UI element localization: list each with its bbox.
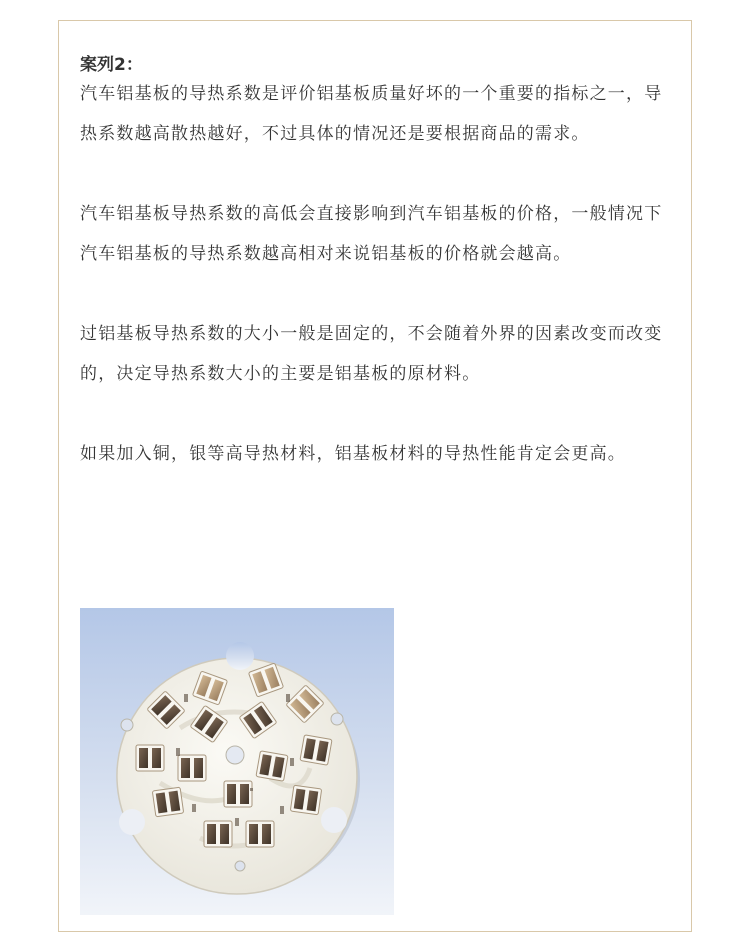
- pcb-illustration: [80, 608, 394, 915]
- article-content: [80, 50, 680, 514]
- paragraph-1: 汽车铝基板的导热系数是评价铝基板质量好坏的一个重要的指标之一，导热系数越高散热越好，不过具体的情况还是要根据商品的需求。: [80, 84, 663, 144]
- paragraph-3: 过铝基板导热系数的大小一般是固定的，不会随着外界的因素改变而改变的，决定导热系数大小的主要是铝基板的原材料。: [80, 324, 663, 384]
- case-title: 案列2：: [80, 55, 143, 75]
- paragraph-2: 汽车铝基板导热系数的高低会直接影响到汽车铝基板的价格，一般情况下汽车铝基板的导热系数越高相对来说铝基板的价格就会越高。: [80, 204, 663, 264]
- pcb-photo: [80, 608, 394, 915]
- paragraph-4: 如果加入铜，银等高导热材料，铝基板材料的导热性能肯定会更高。: [80, 444, 626, 464]
